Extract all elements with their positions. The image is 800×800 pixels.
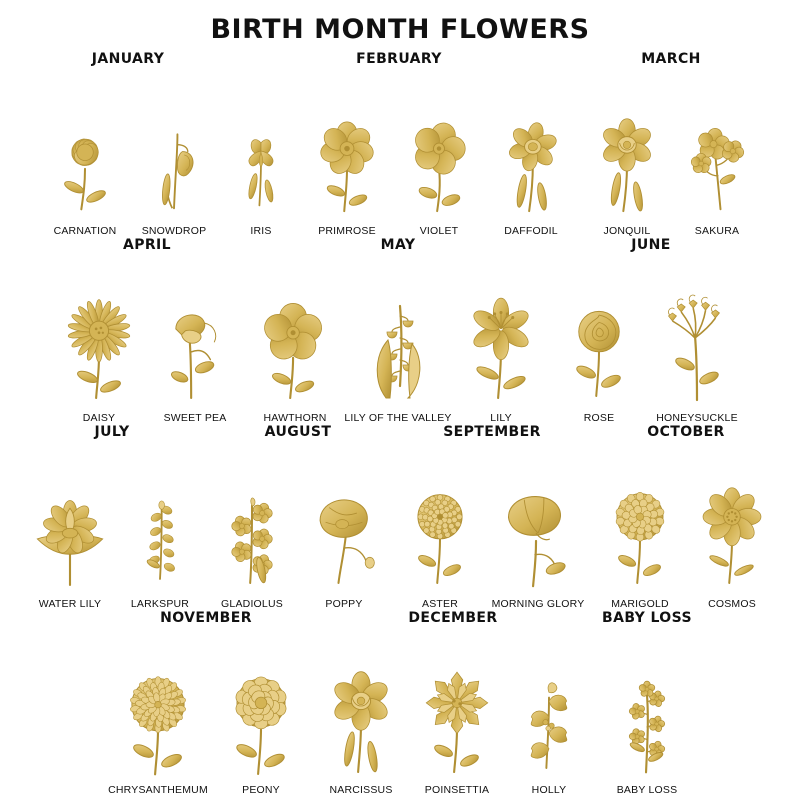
flower-cell-baby-loss: [597, 666, 697, 796]
babyloss-flower-icon: [597, 666, 697, 782]
flower-cell-chrysanthemum: [103, 666, 213, 796]
flower-list: [553, 255, 749, 423]
flower-list: [22, 442, 202, 610]
month-group-march: [579, 51, 763, 237]
gladiolus-flower-icon: [206, 478, 298, 596]
flower-cell-narcissus: [313, 666, 409, 796]
flower-cell-daisy: [51, 290, 147, 424]
page-title: BIRTH MONTH FLOWERS: [210, 14, 590, 45]
iris-flower-icon: [221, 111, 301, 223]
flower-list: [51, 255, 243, 423]
flower-list: [39, 69, 217, 237]
flower-cell-water-lily: [22, 478, 118, 610]
flower-cell-lily: [453, 290, 549, 424]
flower-label: DAFFODIL: [504, 225, 558, 238]
flower-label: BABY LOSS: [616, 784, 678, 796]
cosmos-flower-icon: [686, 478, 778, 596]
flower-label: IRIS: [250, 225, 272, 238]
morningglory-flower-icon: [486, 478, 590, 596]
aster-flower-icon: [394, 478, 486, 596]
flower-list: [394, 442, 590, 610]
flower-label: SWEET PEA: [163, 411, 227, 424]
narcissus-flower-icon: [313, 666, 409, 782]
primrose-flower-icon: [301, 111, 393, 223]
month-title: SEPTEMBER: [443, 423, 541, 440]
poinsettia-flower-icon: [409, 666, 505, 782]
flower-cell-aster: [394, 478, 486, 610]
month-group-january: [37, 51, 219, 237]
flower-list: [247, 255, 549, 423]
flower-list: [103, 628, 309, 796]
lily-flower-icon: [453, 290, 549, 410]
month-group-may: [245, 237, 551, 423]
month-title: DECEMBER: [408, 609, 498, 626]
flower-label: SNOWDROP: [141, 225, 207, 238]
month-title: JANUARY: [91, 51, 165, 67]
month-title: OCTOBER: [647, 423, 725, 440]
chrysanthemum-flower-icon: [103, 666, 213, 782]
flower-label: ASTER: [421, 597, 458, 610]
flower-label: SAKURA: [694, 225, 740, 238]
flower-label: ROSE: [583, 411, 615, 424]
flower-label: PEONY: [242, 784, 280, 796]
poster-row: [8, 424, 792, 610]
flower-label: WATER LILY: [38, 597, 102, 610]
flower-cell-gladiolus: [206, 478, 298, 610]
flower-cell-carnation: [39, 111, 131, 237]
poster-row: [8, 610, 792, 796]
flower-label: HONEYSUCKLE: [656, 411, 738, 424]
flower-cell-iris: [221, 111, 301, 237]
month-title: BABY LOSS: [602, 609, 692, 626]
snowdrop-flower-icon: [131, 111, 217, 223]
month-title: JULY: [94, 423, 130, 440]
month-group-november: [101, 610, 311, 796]
month-group-october: [592, 424, 780, 610]
flower-cell-marigold: [594, 478, 686, 610]
flower-label: CARNATION: [53, 225, 117, 238]
flower-cell-lily-of-the-valley: [343, 290, 453, 424]
flower-label: NARCISSUS: [329, 784, 393, 796]
poster-row: [8, 237, 792, 423]
daisy-flower-icon: [51, 290, 147, 410]
violet-flower-icon: [393, 111, 485, 223]
month-group-september: [392, 424, 592, 610]
flower-cell-hawthorn: [247, 290, 343, 424]
flower-cell-snowdrop: [131, 111, 217, 237]
flower-cell-poppy: [298, 478, 390, 610]
month-title: MAY: [380, 237, 416, 254]
flower-list: [206, 442, 390, 610]
flower-cell-jonquil: [581, 111, 673, 237]
month-group-august: [204, 424, 392, 610]
flower-label: PRIMROSE: [318, 225, 376, 238]
flower-label: POINSETTIA: [424, 784, 490, 796]
flower-label: LILY OF THE VALLEY: [344, 411, 452, 424]
flower-label: HAWTHORN: [263, 411, 327, 424]
flower-label: POPPY: [325, 597, 363, 610]
marigold-flower-icon: [594, 478, 686, 596]
month-group-december: [311, 610, 595, 796]
sweetpea-flower-icon: [147, 290, 243, 410]
month-group-july: [20, 424, 204, 610]
flower-cell-primrose: [301, 111, 393, 237]
poppy-flower-icon: [298, 478, 390, 596]
flower-list: [581, 69, 761, 237]
flower-label: LARKSPUR: [130, 597, 190, 610]
flower-cell-morning-glory: [486, 478, 590, 610]
flower-cell-rose: [553, 290, 645, 424]
jonquil-flower-icon: [581, 111, 673, 223]
month-group-april: [49, 237, 245, 423]
peony-flower-icon: [213, 666, 309, 782]
flower-label: JONQUIL: [603, 225, 651, 238]
larkspur-flower-icon: [118, 478, 202, 596]
flower-list: [597, 628, 697, 796]
flower-cell-violet: [393, 111, 485, 237]
month-title: NOVEMBER: [160, 609, 252, 626]
carnation-flower-icon: [39, 111, 131, 223]
flower-cell-honeysuckle: [645, 290, 749, 424]
flower-cell-poinsettia: [409, 666, 505, 796]
hawthorn-flower-icon: [247, 290, 343, 410]
month-group-february: [219, 51, 579, 237]
rose-flower-icon: [553, 290, 645, 410]
month-title: APRIL: [122, 237, 171, 254]
flower-label: DAISY: [82, 411, 116, 424]
month-title: MARCH: [641, 51, 701, 67]
flower-label: CHRYSANTHEMUM: [108, 784, 208, 796]
flower-cell-holly: [505, 666, 593, 796]
month-group-baby-loss: [595, 610, 699, 796]
flower-label: COSMOS: [708, 597, 756, 610]
flower-label: GLADIOLUS: [221, 597, 283, 610]
flower-label: HOLLY: [531, 784, 567, 796]
flower-list: [594, 442, 778, 610]
flower-label: LILY: [490, 411, 512, 424]
lilyofthevalley-flower-icon: [343, 290, 453, 410]
poster-row: [8, 51, 792, 237]
month-title: AUGUST: [264, 423, 332, 440]
flower-cell-cosmos: [686, 478, 778, 610]
month-group-june: [551, 237, 751, 423]
flower-label: MORNING GLORY: [491, 597, 585, 610]
waterlily-flower-icon: [22, 478, 118, 596]
flower-list: [313, 628, 593, 796]
flower-label: MARIGOLD: [611, 597, 669, 610]
holly-flower-icon: [505, 666, 593, 782]
sakura-flower-icon: [673, 111, 761, 223]
honeysuckle-flower-icon: [645, 290, 749, 410]
poster-rows: [8, 51, 792, 796]
month-title: FEBRUARY: [356, 51, 442, 67]
flower-cell-peony: [213, 666, 309, 796]
flower-cell-sweet-pea: [147, 290, 243, 424]
flower-cell-larkspur: [118, 478, 202, 610]
flower-label: VIOLET: [419, 225, 459, 238]
flower-cell-daffodil: [485, 111, 577, 237]
daffodil-flower-icon: [485, 111, 577, 223]
month-title: JUNE: [631, 237, 671, 254]
flower-cell-sakura: [673, 111, 761, 237]
flower-list: [221, 69, 577, 237]
